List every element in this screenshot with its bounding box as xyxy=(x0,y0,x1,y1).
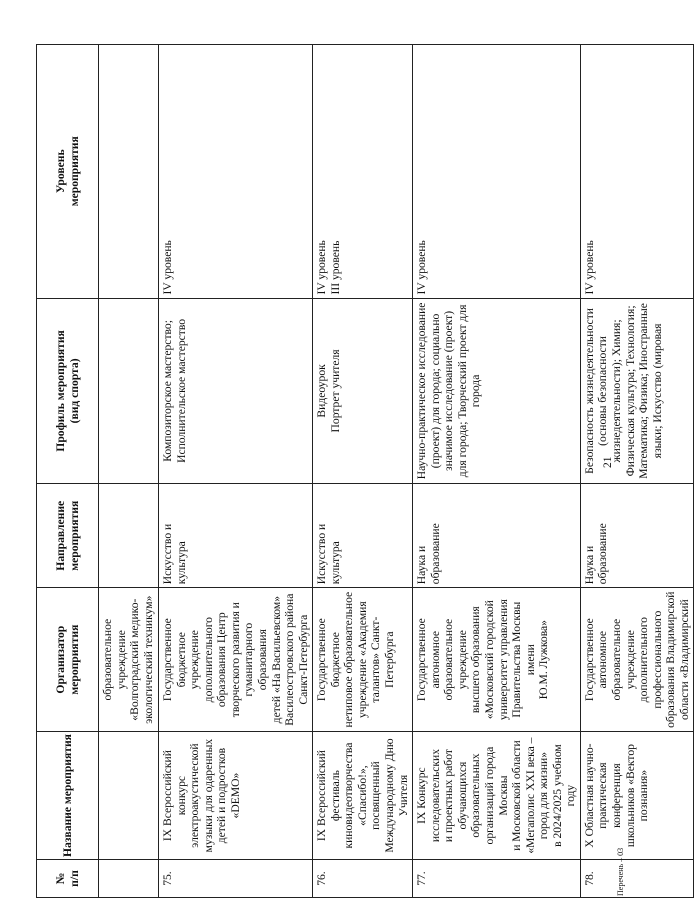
cell-direction: Наука и образование xyxy=(580,484,694,588)
cell-profile xyxy=(99,298,159,484)
cell-profile: Композиторское мастерство; Исполнительское мастерство xyxy=(159,298,313,484)
header-num: № п/п xyxy=(37,860,99,898)
cell-level xyxy=(99,45,159,299)
table-header-row xyxy=(37,45,99,898)
cell-name: IX Всероссийский конкурс электроакустической музыки для одаренных детей и подростков «DEMO» xyxy=(159,732,313,860)
cell-profile: Безопасность жизнедеятельности (основы безопасности жизнедеятельности); Химия; Физическая культура; Технология; Математика; Физика; Иностранные языки; Искусство (мировая xyxy=(580,298,694,484)
events-table xyxy=(36,44,694,898)
cell-organizer: Государственное автономное образовательное учреждение дополнительного профессионального образования Владимирской области «Владимирский xyxy=(580,588,694,732)
footer-note: Перечень – 03 xyxy=(616,847,625,896)
cell-level: IV уровень xyxy=(580,45,694,299)
header-level: Уровень мероприятия xyxy=(37,45,99,299)
table-row xyxy=(313,45,413,898)
table-row xyxy=(159,45,313,898)
cell-name: IX Всероссийский фестиваль киновидеотворчества «Спасибо!», посвященный Международному Дню Учителя xyxy=(313,732,413,860)
cell-name: X Областная научно- практическая конференция школьников «Вектор познания» xyxy=(580,732,694,860)
cell-num: 78. xyxy=(580,860,694,898)
cell-direction: Искусство и культура xyxy=(159,484,313,588)
header-organizer: Организатор мероприятия xyxy=(37,588,99,732)
cell-num xyxy=(99,860,159,898)
header-profile: Профиль мероприятия (вид спорта) xyxy=(37,298,99,484)
cell-direction: Наука и образование xyxy=(413,484,581,588)
cell-level: IV уровень xyxy=(413,45,581,299)
cell-profile: Научно-практическое исследование (проект) для города; социально значимое исследование (проект) для города; Творческий проект для города xyxy=(413,298,581,484)
cell-name xyxy=(99,732,159,860)
header-direction: Направление мероприятия xyxy=(37,484,99,588)
cell-name: IX Конкурс исследовательских и проектных работ обучающихся образовательных организаций города Москвы и Московской области «Мегаполис XXI века – город для жизни» в 2024/2025 учебном году xyxy=(413,732,581,860)
cell-organizer: образовательное учреждение «Волгоградский медико- экологический техникум» xyxy=(99,588,159,732)
cell-num: 77. xyxy=(413,860,581,898)
cell-organizer: Государственное бюджетное нетиповое образовательное учреждение «Академия талантов» Санкт-Петербурга xyxy=(313,588,413,732)
cell-direction xyxy=(99,484,159,588)
cell-num: 76. xyxy=(313,860,413,898)
cell-num: 75. xyxy=(159,860,313,898)
cell-organizer: Государственное автономное образовательное учреждение высшего образования «Московский городской университет управления Правительства Москвы имени Ю.М. Лужкова» xyxy=(413,588,581,732)
table-row xyxy=(580,45,694,898)
cell-level: IV уровень xyxy=(159,45,313,299)
page-number: 21 xyxy=(602,456,614,468)
table-row xyxy=(413,45,581,898)
cell-organizer: Государственное бюджетное учреждение дополнительного образования Центр творческого развития и гуманитарного образования детей «На Васильевском» Василеостровского района Санкт-Петербурга xyxy=(159,588,313,732)
cell-level: IV уровень III уровень xyxy=(313,45,413,299)
cell-profile: Видеоурок Портрет учителя xyxy=(313,298,413,484)
cell-direction: Искусство и культура xyxy=(313,484,413,588)
header-name: Название мероприятия xyxy=(37,732,99,860)
table-row xyxy=(99,45,159,898)
